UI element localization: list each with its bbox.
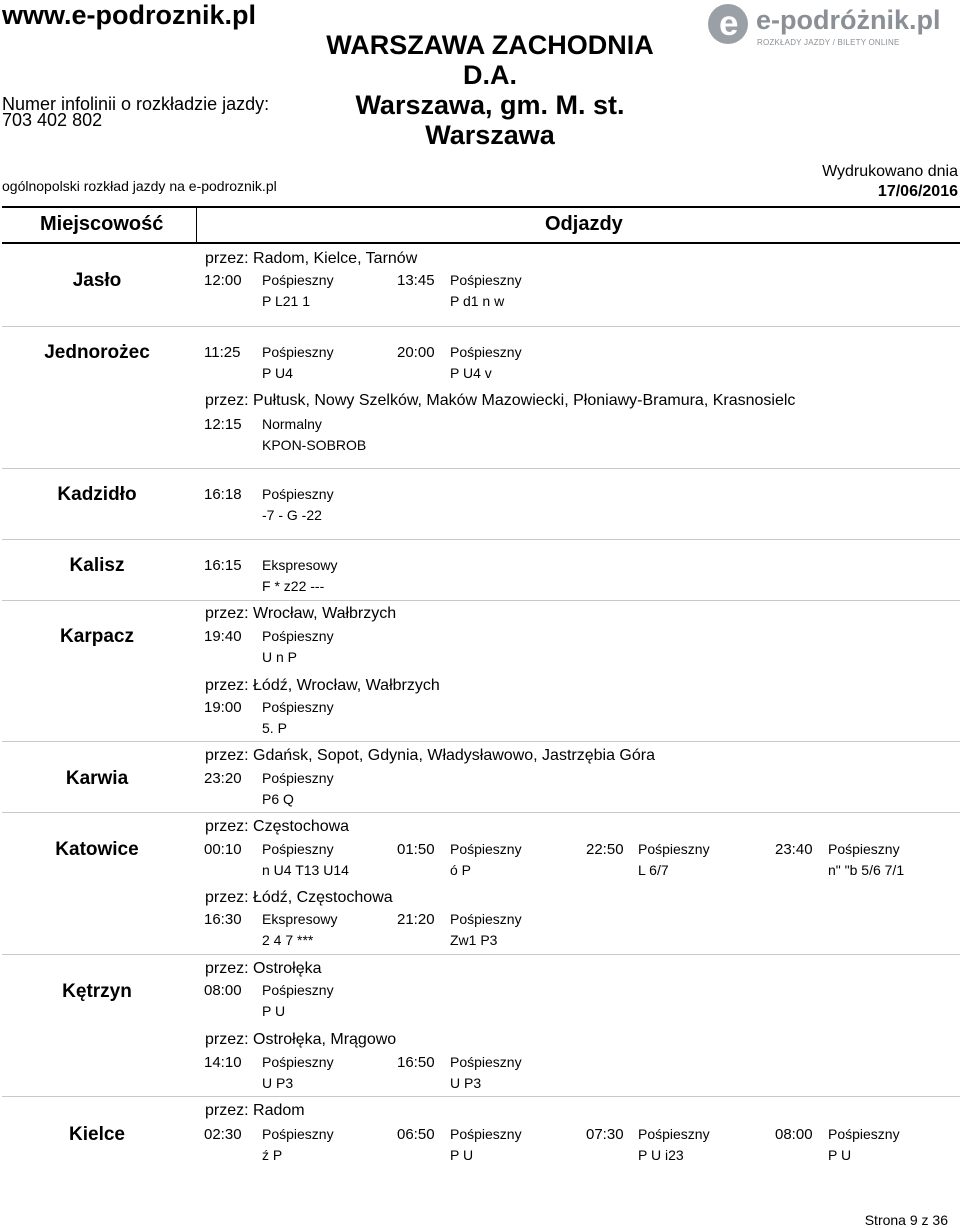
national-timetable-note: ogólnopolski rozkład jazdy na e-podroznik.pl	[2, 178, 277, 194]
train-category: Pośpieszny	[450, 1054, 522, 1070]
departure-time: 16:30	[204, 911, 242, 928]
route-via: przez: Łódź, Wrocław, Wałbrzych	[205, 677, 440, 694]
service-symbols: P6 Q	[262, 791, 294, 807]
hotline-label: Numer infolinii o rozkładzie jazdy:	[2, 94, 270, 114]
service-symbols: U P3	[450, 1075, 482, 1091]
service-symbols: U P3	[262, 1075, 294, 1091]
row-separator	[2, 326, 960, 327]
town-name: Karpacz	[60, 626, 134, 647]
town-name: Kadzidło	[57, 484, 137, 505]
service-symbols: Zw1 P3	[450, 932, 498, 948]
town-name: Kętrzyn	[62, 981, 132, 1002]
train-category: Pośpieszny	[262, 344, 334, 360]
row-separator	[2, 1096, 960, 1097]
service-symbols: -7 - G -22	[262, 507, 322, 523]
table-header-bottom-rule	[2, 242, 960, 244]
departure-time: 08:00	[775, 1126, 813, 1143]
train-category: Pośpieszny	[262, 1126, 334, 1142]
station-name: WARSZAWA ZACHODNIA	[326, 30, 654, 60]
train-category: Pośpieszny	[262, 982, 334, 998]
departure-time: 13:45	[397, 272, 435, 289]
e-circle-logo-icon: e	[708, 4, 748, 44]
departure-time: 21:20	[397, 911, 435, 928]
train-category: Pośpieszny	[450, 344, 522, 360]
departure-time: 23:20	[204, 770, 242, 787]
departure-time: 00:10	[204, 841, 242, 858]
route-via: przez: Pułtusk, Nowy Szelków, Maków Mazowiecki, Płoniawy-Bramura, Krasnosielc	[205, 392, 796, 409]
service-symbols: ź P	[262, 1147, 283, 1163]
train-category: Ekspresowy	[262, 911, 338, 927]
departure-time: 16:50	[397, 1054, 435, 1071]
train-category: Pośpieszny	[828, 841, 900, 857]
service-symbols: n U4 T13 U14	[262, 862, 349, 878]
departure-time: 19:00	[204, 699, 242, 716]
row-separator	[2, 812, 960, 813]
train-category: Normalny	[262, 416, 322, 432]
departure-time: 23:40	[775, 841, 813, 858]
departure-time: 08:00	[204, 982, 242, 999]
service-symbols: KPON-SOBROB	[262, 437, 367, 453]
column-header-place: Miejscowość	[40, 213, 164, 235]
service-symbols: P U	[828, 1147, 852, 1163]
table-header-top-rule	[2, 206, 960, 208]
departure-time: 02:30	[204, 1126, 242, 1143]
train-category: Pośpieszny	[450, 1126, 522, 1142]
departure-time: 16:18	[204, 486, 242, 503]
departure-time: 12:15	[204, 416, 242, 433]
e-podroznik-logo	[706, 2, 960, 50]
train-category: Pośpieszny	[450, 911, 522, 927]
service-symbols: 2 4 7 ***	[262, 932, 314, 948]
service-symbols: P L21 1	[262, 293, 311, 309]
service-symbols: P U	[450, 1147, 474, 1163]
row-separator	[2, 741, 960, 742]
route-via: przez: Łódź, Częstochowa	[205, 889, 393, 906]
train-category: Pośpieszny	[450, 841, 522, 857]
departure-time: 01:50	[397, 841, 435, 858]
town-name: Jednorożec	[44, 342, 150, 363]
route-via: przez: Radom, Kielce, Tarnów	[205, 250, 418, 267]
station-title	[300, 30, 680, 150]
train-category: Pośpieszny	[262, 699, 334, 715]
station-city: Warszawa	[425, 120, 555, 150]
column-separator	[196, 208, 197, 242]
service-symbols: P U	[262, 1003, 286, 1019]
route-via: przez: Ostrołęka	[205, 960, 322, 977]
service-symbols: P d1 n w	[450, 293, 505, 309]
route-via: przez: Ostrołęka, Mrągowo	[205, 1031, 397, 1048]
departure-time: 14:10	[204, 1054, 242, 1071]
town-name: Kalisz	[69, 555, 125, 576]
service-symbols: L 6/7	[638, 862, 669, 878]
service-symbols: P U4 v	[450, 365, 492, 381]
departure-time: 20:00	[397, 344, 435, 361]
row-separator	[2, 468, 960, 469]
page-number: Strona 9 z 36	[864, 1212, 948, 1228]
service-symbols: ó P	[450, 862, 472, 878]
route-via: przez: Wrocław, Wałbrzych	[205, 605, 397, 622]
route-via: przez: Gdańsk, Sopot, Gdynia, Władysławowo, Jastrzębia Góra	[205, 747, 655, 764]
town-name: Jasło	[72, 270, 122, 291]
site-url[interactable]: www.e-podroznik.pl	[2, 0, 256, 30]
printed-date: 17/06/2016	[877, 183, 958, 200]
train-category: Pośpieszny	[262, 486, 334, 502]
town-name: Kielce	[69, 1124, 125, 1145]
train-category: Pośpieszny	[262, 628, 334, 644]
station-code: D.A.	[463, 60, 517, 90]
train-category: Pośpieszny	[262, 1054, 334, 1070]
logo-text: e-podróżnik.pl	[756, 5, 941, 35]
departure-time: 22:50	[586, 841, 624, 858]
service-symbols: 5. P	[262, 720, 287, 736]
hotline-number: 703 402 802	[2, 110, 103, 130]
column-header-departures: Odjazdy	[545, 213, 623, 235]
printed-label: Wydrukowano dnia	[822, 163, 958, 180]
row-separator	[2, 539, 960, 540]
logo-subtext: ROZKŁADY JAZDY / BILETY ONLINE	[757, 38, 900, 47]
train-category: Pośpieszny	[262, 272, 334, 288]
row-separator	[2, 954, 960, 955]
route-via: przez: Częstochowa	[205, 818, 350, 835]
departure-time: 11:25	[204, 344, 241, 361]
train-category: Pośpieszny	[450, 272, 522, 288]
departure-time: 07:30	[586, 1126, 624, 1143]
service-symbols: F * z22 ---	[262, 578, 325, 594]
town-name: Karwia	[65, 768, 129, 789]
route-via: przez: Radom	[205, 1102, 305, 1119]
service-symbols: P U4	[262, 365, 293, 381]
town-name: Katowice	[55, 839, 139, 860]
train-category: Ekspresowy	[262, 557, 338, 573]
station-municipality: Warszawa, gm. M. st.	[355, 90, 625, 120]
train-category: Pośpieszny	[262, 770, 334, 786]
departure-time: 19:40	[204, 628, 242, 645]
departure-time: 12:00	[204, 272, 242, 289]
train-category: Pośpieszny	[262, 841, 334, 857]
train-category: Pośpieszny	[638, 1126, 710, 1142]
train-category: Pośpieszny	[638, 841, 710, 857]
service-symbols: n" "b 5/6 7/1	[828, 862, 905, 878]
departure-time: 06:50	[397, 1126, 435, 1143]
service-symbols: U n P	[262, 649, 298, 665]
departure-time: 16:15	[204, 557, 242, 574]
row-separator	[2, 600, 960, 601]
train-category: Pośpieszny	[828, 1126, 900, 1142]
service-symbols: P U i23	[638, 1147, 684, 1163]
